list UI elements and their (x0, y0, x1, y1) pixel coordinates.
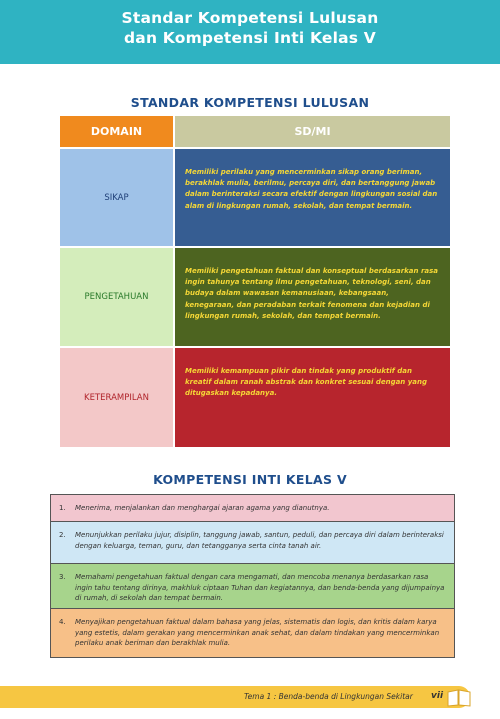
ki-text: Menerima, menjalankan dan menghargai ajaran agama yang dianutnya. (75, 504, 330, 512)
ki-text: Menunjukkan perilaku jujur, disiplin, tanggung jawab, santun, peduli, dan percaya diri dalam berinteraksi dengan keluarga, teman, guru, dan tetangganya serta cinta tanah air. (75, 531, 444, 550)
ki-row (51, 495, 454, 521)
ki-table (50, 494, 455, 658)
skl-table (60, 116, 450, 447)
column-header-domain: DOMAIN (60, 116, 175, 147)
column-header-sdmi: SD/MI (175, 116, 450, 147)
skl-row-sikap (60, 147, 450, 246)
domain-cell: SIKAP (60, 149, 175, 246)
skl-table-header (60, 116, 450, 147)
skl-section-title: STANDAR KOMPETENSI LULUSAN (130, 95, 370, 110)
header-title-line2: dan Kompetensi Inti Kelas V (124, 29, 376, 47)
description-cell: Memiliki pengetahuan faktual dan konseptual berdasarkan rasa ingin tahunya tentang ilmu pengetahuan, teknologi, seni, dan budaya dalam wawasan kemanusiaan, kebangsaan, kenegaraan, dan peradaban terkait fenomena dan kejadian di lingkungan rumah, sekolah, dan tempat bermain. (175, 248, 450, 346)
description-cell: Memiliki perilaku yang mencerminkan sikap orang beriman, berakhlak mulia, berilmu, percaya diri, dan bertanggung jawab dalam berinteraksi secara efektif dengan lingkungan sosial dan alam di lingkungan rumah, sekolah, dan tempat bermain. (175, 149, 450, 246)
footer-theme-text: Tema 1 : Benda-benda di Lingkungan Sekitar (244, 692, 413, 701)
domain-cell: KETERAMPILAN (60, 348, 175, 447)
page-header (0, 0, 500, 64)
ki-text: Memahami pengetahuan faktual dengan cara mengamati, dan mencoba menanya berdasarkan rasa ingin tahu tentang dirinya, makhluk ciptaan Tuhan dan kegiatannya, dan benda-benda yang dijumpainya di rumah, di sekolah dan tempat bermain. (75, 573, 445, 602)
ki-number: 3. (59, 573, 66, 581)
skl-row-keterampilan (60, 346, 450, 447)
ki-number: 1. (59, 504, 66, 512)
ki-section-title: KOMPETENSI INTI KELAS V (153, 472, 347, 487)
description-cell: Memiliki kemampuan pikir dan tindak yang produktif dan kreatif dalam ranah abstrak dan konkret sesuai dengan yang ditugaskan kepadanya. (175, 348, 450, 447)
ki-row (51, 563, 454, 608)
page-number: vii (431, 691, 444, 701)
header-title-line1: Standar Kompetensi Lulusan (121, 9, 379, 27)
ki-row (51, 521, 454, 563)
ki-number: 4. (59, 618, 66, 626)
domain-cell: PENGETAHUAN (60, 248, 175, 346)
skl-row-pengetahuan (60, 246, 450, 346)
book-icon (446, 688, 472, 707)
ki-row (51, 608, 454, 657)
ki-text: Menyajikan pengetahuan faktual dalam bahasa yang jelas, sistematis dan logis, dan kritis dalam karya yang estetis, dalam gerakan yang mencerminkan anak sehat, dan dalam tindakan yang mencerminkan perilaku anak beriman dan berakhlak mulia. (75, 618, 440, 647)
ki-number: 2. (59, 531, 66, 539)
